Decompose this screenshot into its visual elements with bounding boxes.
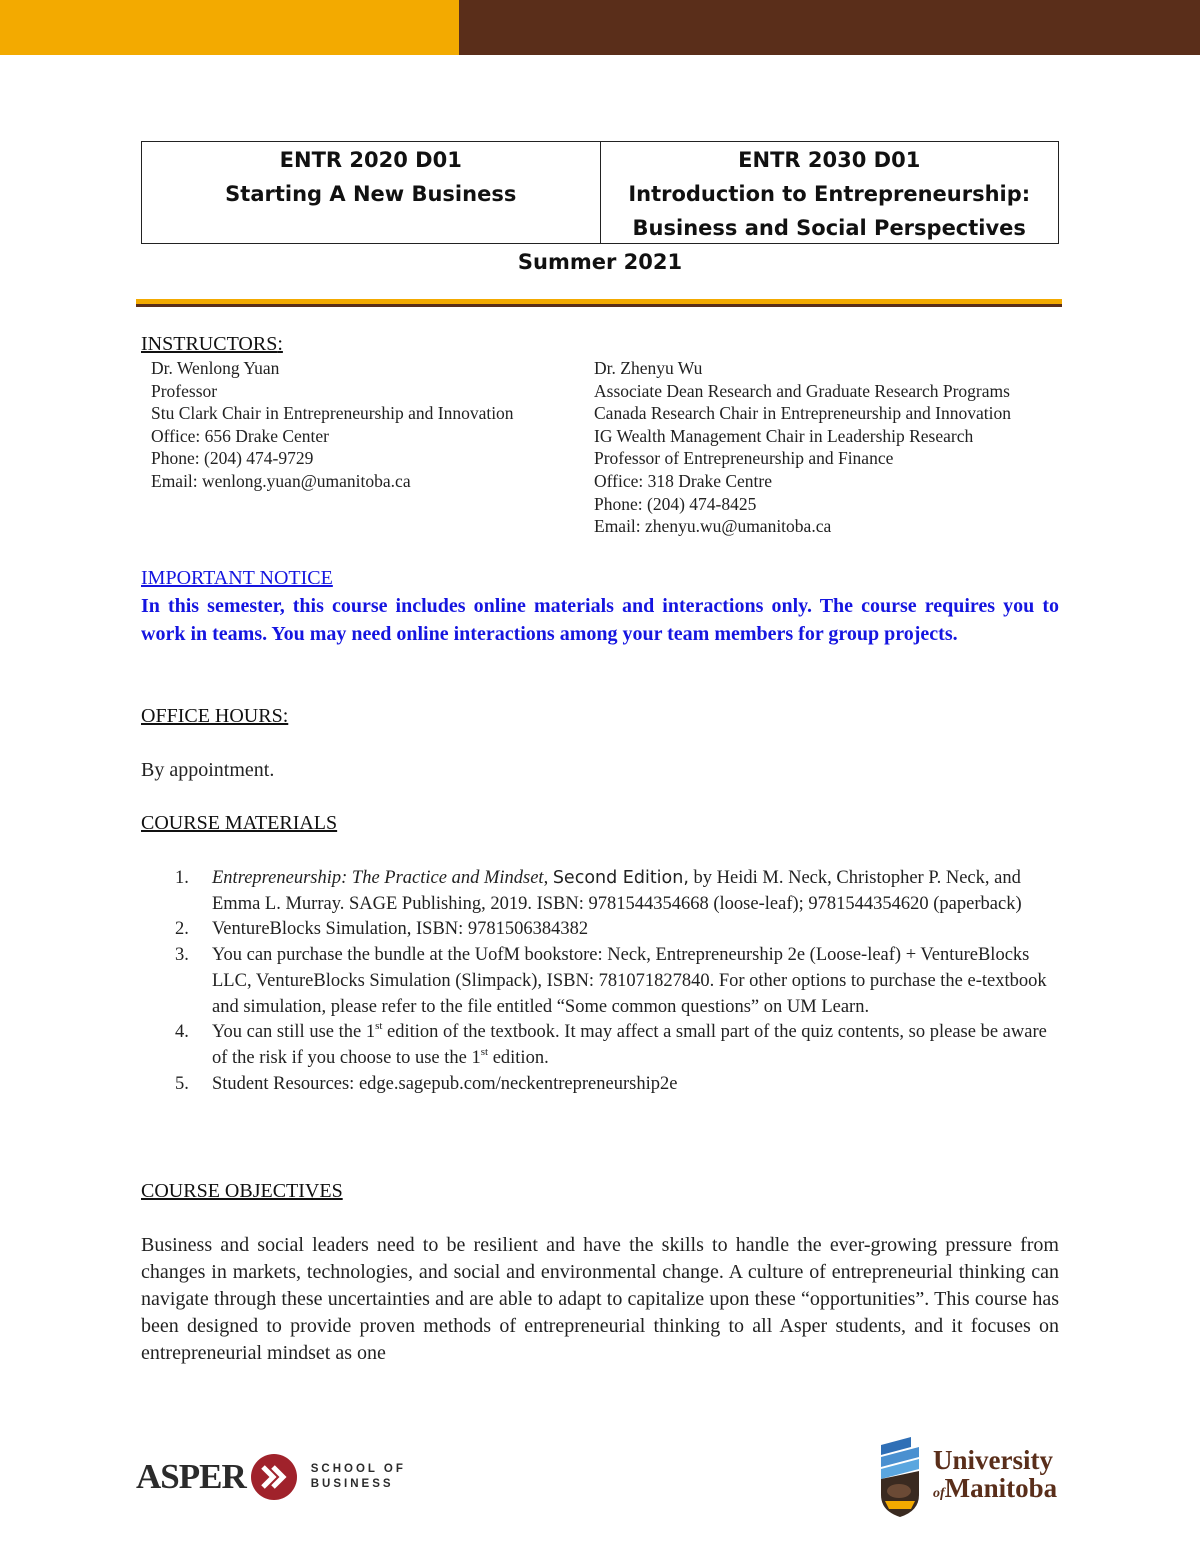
list-item: 4. You can still use the 1st edition of the textbook. It may affect a small part of the quiz contents, so please be aware of the risk if you choose to use the 1st edition.: [175, 1020, 1047, 1068]
course-objectives-heading: COURSE OBJECTIVES: [141, 1180, 343, 1202]
asper-chevron-icon: [249, 1452, 299, 1502]
top-bar-gold: [0, 0, 459, 55]
important-notice-heading: IMPORTANT NOTICE: [141, 567, 333, 589]
list-item: 3. You can purchase the bundle at the UofM bookstore: Neck, Entrepreneurship 2e (Loose-leaf) + VentureBlocks LLC, VentureBlocks Simulation (Slimpack), ISBN: 781071827840. For other options to purchase the e-textbook and simulation, please refer to the file entitled “Some common questions” on UM Learn.: [175, 945, 1047, 1017]
instructor-left-email[interactable]: Email: wenlong.yuan@umanitoba.ca: [151, 470, 411, 491]
instructor-left-rank: Professor: [151, 380, 218, 401]
asper-school-logo: [136, 1452, 406, 1502]
course-materials-list: [141, 866, 1059, 1097]
course-title-table: [141, 141, 1059, 244]
list-item: 2. VentureBlocks Simulation, ISBN: 9781506384382: [175, 919, 589, 940]
instructor-right-title-2: Canada Research Chair in Entrepreneurship and Innovation: [594, 403, 1011, 424]
course-code-right: ENTR 2030 D01: [738, 148, 921, 172]
instructors-heading: INSTRUCTORS:: [141, 333, 283, 355]
instructor-right-title-1: Associate Dean Research and Graduate Research Programs: [594, 380, 1010, 401]
course-materials-heading: COURSE MATERIALS: [141, 812, 338, 834]
asper-wordmark: ASPER: [136, 1457, 246, 1496]
instructor-right-office: Office: 318 Drake Centre: [594, 470, 773, 491]
university-of-manitoba-logo: [875, 1435, 1057, 1519]
instructor-right-phone: Phone: (204) 474-8425: [594, 493, 757, 514]
instructor-left-office: Office: 656 Drake Center: [151, 425, 330, 446]
instructor-left: [151, 357, 514, 493]
textbook-edition: Second Edition,: [552, 868, 689, 888]
term-label: Summer 2021: [517, 250, 683, 274]
course-objectives-text: Business and social leaders need to be resilient and have the skills to handle the ever-growing pressure from changes in markets, technologies, and social and environmental change. A culture of entrepreneurial thinking can navigate through these uncertainties and are able to adapt to capitalize upon these “opportunities”. This course has been designed to provide proven methods of entrepreneurial thinking to all Asper students, and it focuses on entrepreneurial mindset as one: [141, 1234, 1059, 1364]
office-hours-heading: OFFICE HOURS:: [141, 705, 289, 727]
instructor-right-name: Dr. Zhenyu Wu: [594, 358, 703, 378]
um-crest-icon: [875, 1435, 925, 1519]
student-resources-link[interactable]: Student Resources: edge.sagepub.com/neckentrepreneurship2e: [212, 1073, 678, 1094]
course-cell-right: [600, 142, 1059, 243]
instructor-right: [594, 357, 1011, 538]
textbook-title: Entrepreneurship: The Practice and Mindset: [212, 868, 544, 888]
course-code-left: ENTR 2020 D01: [279, 148, 462, 172]
instructor-right-email[interactable]: Email: zhenyu.wu@umanitoba.ca: [594, 516, 832, 537]
instructor-right-rank: Professor of Entrepreneurship and Finance: [594, 448, 894, 469]
instructor-left-phone: Phone: (204) 474-9729: [151, 448, 314, 469]
asper-school-text: SCHOOL OF BUSINESS: [310, 1463, 406, 1490]
instructor-left-chair: Stu Clark Chair in Entrepreneurship and Innovation: [151, 403, 514, 424]
important-notice-body: In this semester, this course includes online materials and interactions only. The course requires you to work in teams. You may need online interactions among your team members for group projects.: [141, 595, 1059, 645]
top-bar-brown: [459, 0, 1200, 55]
list-item: 5. Student Resources: edge.sagepub.com/neckentrepreneurship2e: [141, 1072, 1059, 1098]
course-title-right-line1: Introduction to Entrepreneurship:: [628, 182, 1031, 206]
instructor-right-title-3: IG Wealth Management Chair in Leadership Research: [594, 425, 974, 446]
list-item: 1. Entrepreneurship: The Practice and Mindset, Second Edition, by Heidi M. Neck, Christopher P. Neck, and Emma L. Murray. SAGE Publishing, 2019. ISBN: 9781544354668 (loose-leaf); 9781544354620 (paperback): [175, 868, 1022, 914]
course-title-left: Starting A New Business: [225, 182, 517, 206]
office-hours-text: By appointment.: [141, 759, 275, 781]
course-title-right-line2: Business and Social Perspectives: [632, 216, 1026, 240]
course-cell-left: [142, 142, 600, 243]
instructor-left-name: Dr. Wenlong Yuan: [151, 358, 280, 378]
top-color-bar: [0, 0, 1200, 55]
um-wordmark: University ofManitoba: [933, 1445, 1058, 1503]
header-divider: [136, 299, 1062, 308]
